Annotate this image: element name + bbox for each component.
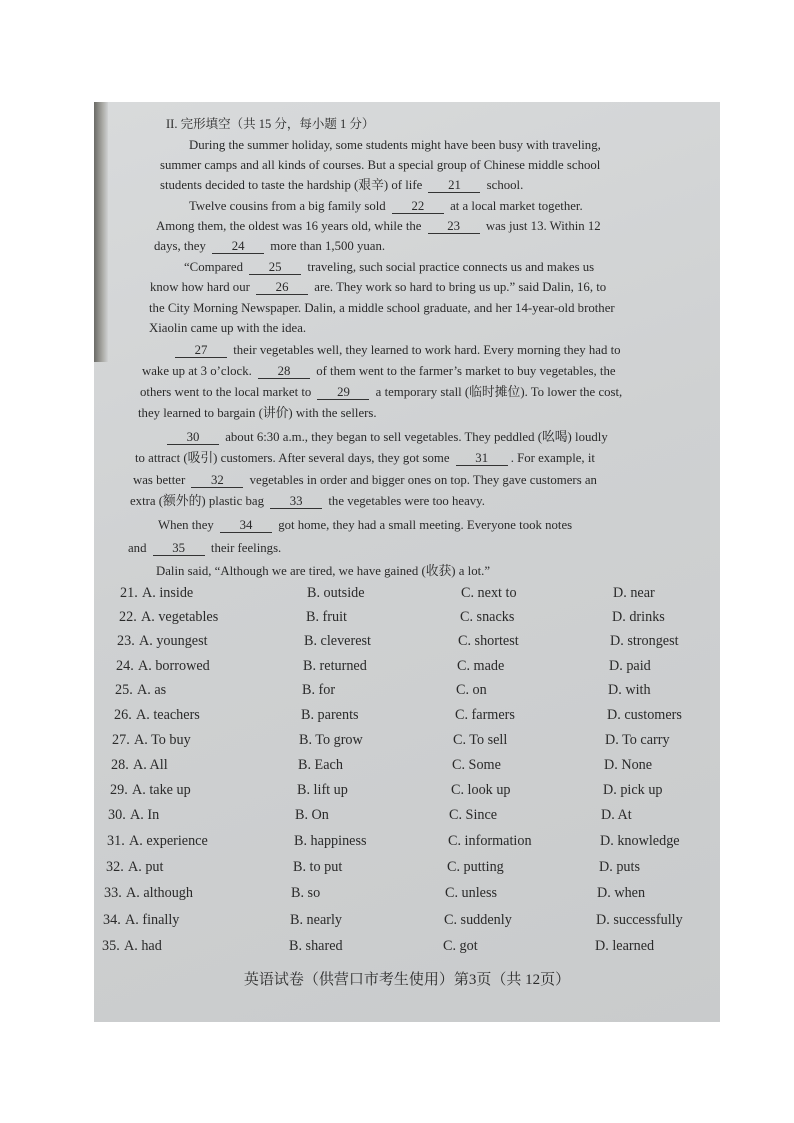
passage-line	[135, 448, 703, 469]
passage-text: was just 13. Within 12	[482, 219, 601, 233]
option-d: D. successfully	[596, 912, 683, 928]
question-number: 22.	[119, 609, 137, 625]
question-number: 32.	[106, 859, 124, 875]
option-d: D. paid	[609, 658, 651, 674]
option-c: C. unless	[445, 885, 498, 901]
option-b: B. On	[295, 807, 329, 823]
passage-line	[164, 427, 720, 448]
option-b: B. happiness	[294, 833, 367, 849]
question-number: 23.	[117, 633, 135, 649]
question-number: 35.	[102, 938, 120, 954]
page-footer: 英语试卷（供营口市考生使用）第3页（共 12页）	[243, 972, 571, 988]
passage-text: wake up at 3 o’clock.	[142, 364, 255, 378]
option-b: B. Each	[298, 757, 343, 773]
question-row	[94, 833, 720, 857]
option-a: A. youngest	[139, 633, 208, 649]
option-b: B. to put	[293, 859, 343, 875]
passage-text: days, they	[154, 239, 210, 253]
option-b: B. outside	[307, 585, 365, 601]
option-b: B. so	[291, 885, 321, 901]
question-row	[94, 807, 720, 831]
passage-text: traveling, such social practice connects us and makes us	[304, 260, 595, 274]
passage-text: they learned to bargain (讲价) with the sellers.	[138, 406, 377, 420]
passage-text: During the summer holiday, some students might have been busy with traveling,	[189, 138, 601, 152]
question-row	[94, 682, 720, 706]
exam-page-photo	[94, 102, 720, 1022]
option-a: A. borrowed	[138, 658, 210, 674]
question-number: 28.	[111, 757, 129, 773]
question-row	[94, 658, 720, 682]
option-b: B. nearly	[290, 912, 343, 928]
option-d: D. with	[608, 682, 651, 698]
passage-line	[130, 491, 698, 512]
option-a: A. In	[130, 807, 160, 823]
option-c: C. Since	[449, 807, 498, 823]
passage-line	[133, 470, 701, 491]
passage-text: are. They work so hard to bring us up.” said Dalin, 16, to	[311, 280, 607, 294]
cloze-blank: 23	[428, 219, 480, 234]
option-c: C. To sell	[453, 732, 508, 748]
passage-text: was better	[133, 473, 189, 487]
passage-line	[150, 277, 718, 298]
passage-line	[189, 196, 720, 217]
passage-text: “Compared	[184, 260, 247, 274]
passage-line	[138, 403, 706, 424]
question-number: 29.	[110, 782, 128, 798]
passage-text: a temporary stall (临时摊位). To lower the cost,	[372, 385, 623, 399]
option-d: D. near	[613, 585, 655, 601]
option-d: D. drinks	[612, 609, 665, 625]
option-c: C. shortest	[458, 633, 519, 649]
passage-line	[154, 236, 720, 257]
cloze-blank: 28	[258, 364, 310, 379]
passage-text: others went to the local market to	[140, 385, 315, 399]
question-row	[94, 912, 720, 936]
passage-line	[184, 257, 720, 278]
passage-line	[189, 135, 720, 156]
passage-text: at a local market together.	[446, 199, 583, 213]
option-d: D. when	[597, 885, 646, 901]
passage-text: got home, they had a small meeting. Everyone took notes	[275, 518, 573, 532]
option-c: C. on	[456, 682, 487, 698]
option-d: D. learned	[595, 938, 655, 954]
option-a: A. put	[128, 859, 164, 875]
question-row	[94, 707, 720, 731]
question-row	[94, 859, 720, 883]
option-b: B. returned	[303, 658, 367, 674]
cloze-blank: 34	[220, 518, 272, 533]
question-row	[94, 938, 720, 962]
option-c: C. snacks	[460, 609, 515, 625]
cloze-blank: 26	[256, 280, 308, 295]
passage-text: of them went to the farmer’s market to buy vegetables, the	[313, 364, 616, 378]
passage-text: more than 1,500 yuan.	[267, 239, 386, 253]
option-d: D. customers	[607, 707, 682, 723]
passage-line	[140, 382, 708, 403]
question-number: 21.	[120, 585, 138, 601]
passage-text: the City Morning Newspaper. Dalin, a middle school graduate, and her 14-year-old brother	[149, 301, 615, 315]
option-b: B. for	[302, 682, 336, 698]
cloze-blank: 24	[212, 239, 264, 254]
option-c: C. farmers	[455, 707, 515, 723]
cloze-blank: 33	[270, 494, 322, 509]
passage-text: Xiaolin came up with the idea.	[149, 321, 307, 335]
question-number: 33.	[104, 885, 122, 901]
question-number: 24.	[116, 658, 134, 674]
question-row	[94, 732, 720, 756]
cloze-blank: 21	[428, 178, 480, 193]
option-b: B. cleverest	[304, 633, 371, 649]
option-a: A. inside	[142, 585, 194, 601]
passage-line	[128, 538, 696, 559]
question-row	[94, 782, 720, 806]
passage-text: extra (额外的) plastic bag	[130, 494, 268, 508]
option-d: D. To carry	[605, 732, 670, 748]
passage-text: Among them, the oldest was 16 years old, while the	[156, 219, 425, 233]
question-number: 31.	[107, 833, 125, 849]
option-a: A. vegetables	[141, 609, 219, 625]
option-d: D. knowledge	[600, 833, 680, 849]
option-d: D. pick up	[603, 782, 663, 798]
cloze-blank: 22	[392, 199, 444, 214]
passage-line	[142, 361, 710, 382]
passage-text: the vegetables were too heavy.	[325, 494, 485, 508]
option-d: D. At	[601, 807, 632, 823]
option-c: C. suddenly	[444, 912, 512, 928]
option-c: C. information	[448, 833, 532, 849]
cloze-blank: 27	[175, 343, 227, 358]
passage-text: students decided to taste the hardship (艰辛) of life	[160, 178, 426, 192]
passage-text: their vegetables well, they learned to work hard. Every morning they had to	[230, 343, 621, 357]
question-number: 27.	[112, 732, 130, 748]
option-b: B. shared	[289, 938, 343, 954]
cloze-blank: 31	[456, 451, 508, 466]
option-a: A. teachers	[136, 707, 200, 723]
option-b: B. lift up	[297, 782, 348, 798]
option-c: C. Some	[452, 757, 501, 773]
passage-text: Twelve cousins from a big family sold	[189, 199, 389, 213]
option-c: C. look up	[451, 782, 511, 798]
cloze-blank: 30	[167, 430, 219, 445]
passage-line	[158, 515, 720, 536]
option-a: A. All	[133, 757, 168, 773]
option-c: C. putting	[447, 859, 504, 875]
passage-text: When they	[158, 518, 217, 532]
option-c: C. next to	[461, 585, 517, 601]
question-number: 30.	[108, 807, 126, 823]
passage-text: Dalin said, “Although we are tired, we have gained (收获) a lot.”	[156, 564, 491, 578]
cloze-blank: 32	[191, 473, 243, 488]
option-a: A. finally	[125, 912, 180, 928]
option-b: B. parents	[301, 707, 359, 723]
passage-line	[156, 561, 720, 582]
question-row	[94, 585, 720, 609]
passage-line	[172, 340, 720, 361]
question-number: 34.	[103, 912, 121, 928]
passage-text: about 6:30 a.m., they began to sell vegetables. They peddled (吆喝) loudly	[222, 430, 608, 444]
question-number: 26.	[114, 707, 132, 723]
option-a: A. although	[126, 885, 193, 901]
passage-text: and	[128, 541, 150, 555]
cloze-blank: 25	[249, 260, 301, 275]
option-a: A. had	[124, 938, 162, 954]
question-row	[94, 633, 720, 657]
option-c: C. made	[457, 658, 505, 674]
option-a: A. To buy	[134, 732, 191, 748]
question-number: 25.	[115, 682, 133, 698]
passage-text: school.	[483, 178, 524, 192]
passage-line	[160, 175, 720, 196]
passage-line	[149, 298, 717, 319]
option-b: B. fruit	[306, 609, 347, 625]
cloze-blank: 35	[153, 541, 205, 556]
option-c: C. got	[443, 938, 478, 954]
passage-text: . For example, it	[510, 451, 595, 465]
passage-text: vegetables in order and bigger ones on top. They gave customers an	[246, 473, 597, 487]
passage-text: their feelings.	[207, 541, 282, 555]
passage-text: to attract (吸引) customers. After several days, they got some	[135, 451, 453, 465]
question-row	[94, 757, 720, 781]
section-heading: II. 完形填空（共 15 分，每小题 1 分）	[166, 117, 375, 131]
option-a: A. as	[137, 682, 167, 698]
question-row	[94, 885, 720, 909]
passage-line	[156, 216, 720, 237]
option-a: A. take up	[132, 782, 191, 798]
option-d: D. None	[604, 757, 653, 773]
cloze-blank: 29	[317, 385, 369, 400]
passage-line	[160, 155, 720, 176]
passage-text: summer camps and all kinds of courses. But a special group of Chinese middle school	[160, 158, 601, 172]
passage-line	[149, 318, 717, 339]
binder-edge	[94, 102, 108, 362]
option-a: A. experience	[129, 833, 208, 849]
option-d: D. puts	[599, 859, 640, 875]
option-d: D. strongest	[610, 633, 679, 649]
question-row	[94, 609, 720, 633]
passage-text: know how hard our	[150, 280, 254, 294]
option-b: B. To grow	[299, 732, 363, 748]
